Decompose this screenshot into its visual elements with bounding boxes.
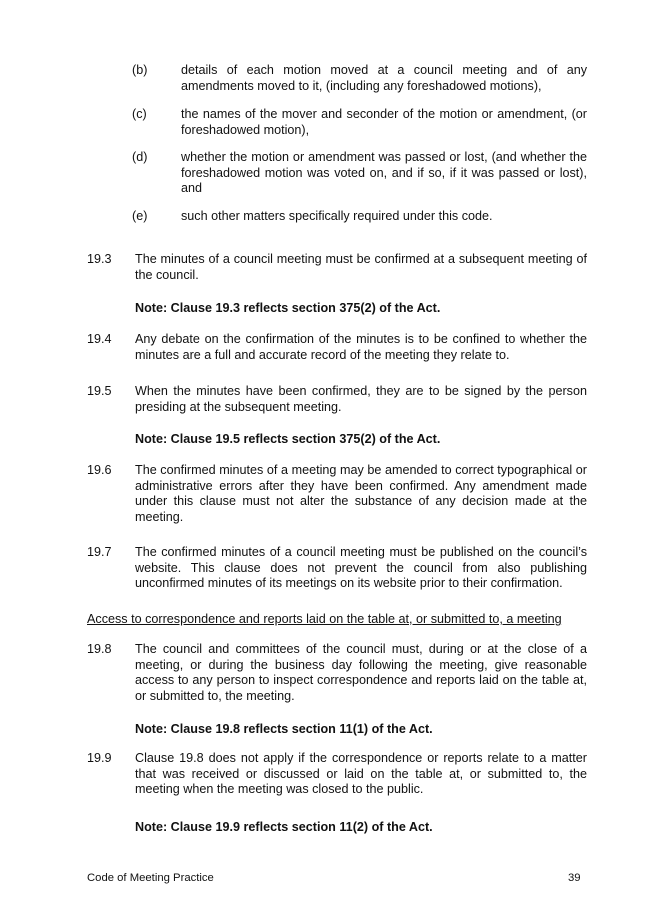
- note-19-8: Note: Clause 19.8 reflects section 11(1) of the Act.: [135, 722, 433, 736]
- section-heading: Access to correspondence and reports laid on the table at, or submitted to, a meeting: [87, 612, 562, 626]
- list-item-text: details of each motion moved at a council meeting and of any amendments moved to it, (including any foreshadowed motions),: [181, 63, 587, 93]
- clause-text: Any debate on the confirmation of the minutes is to be confined to whether the minutes are a full and accurate record of the meeting they relate to.: [135, 332, 587, 362]
- list-item-label: (b): [132, 63, 148, 77]
- note-19-5: Note: Clause 19.5 reflects section 375(2) of the Act.: [135, 432, 441, 446]
- clause-number: 19.4: [87, 332, 112, 346]
- note-19-9: Note: Clause 19.9 reflects section 11(2) of the Act.: [135, 820, 433, 834]
- list-item-text: the names of the mover and seconder of the motion or amendment, (or foreshadowed motion),: [181, 107, 587, 137]
- page-number: 39: [568, 872, 581, 884]
- clause-text: When the minutes have been confirmed, they are to be signed by the person presiding at the subsequent meeting.: [135, 384, 587, 414]
- clause-text: The confirmed minutes of a council meeting must be published on the council’s website. This clause does not prevent the council from also publishing unconfirmed minutes of its meetings on its website prior to their confirmation.: [135, 545, 587, 590]
- clause-text: The minutes of a council meeting must be confirmed at a subsequent meeting of the council.: [135, 252, 587, 282]
- clause-number: 19.8: [87, 642, 112, 656]
- list-item-text: such other matters specifically required under this code.: [181, 209, 493, 223]
- list-item-label: (c): [132, 107, 147, 121]
- footer-title: Code of Meeting Practice: [87, 872, 214, 884]
- clause-number: 19.9: [87, 751, 112, 765]
- list-item-label: (e): [132, 209, 148, 223]
- note-19-3: Note: Clause 19.3 reflects section 375(2) of the Act.: [135, 301, 441, 315]
- clause-text: The council and committees of the council must, during or at the close of a meeting, or during the business day following the meeting, give reasonable access to any person to inspect correspondence and reports laid on the table at, or submitted to, the meeting.: [135, 642, 587, 703]
- clause-text: The confirmed minutes of a meeting may be amended to correct typographical or administrative errors after they have been confirmed. Any amendment made under this clause must not alter the substance of any decision made at the meeting.: [135, 463, 587, 524]
- list-item-text: whether the motion or amendment was passed or lost, (and whether the foreshadowed motion was voted on, and if so, if it was passed or lost), and: [181, 150, 587, 195]
- clause-text: Clause 19.8 does not apply if the correspondence or reports relate to a matter that was received or discussed or laid on the table at, or submitted to, the meeting when the meeting was closed to the public.: [135, 751, 587, 796]
- clause-number: 19.3: [87, 252, 112, 266]
- clause-number: 19.7: [87, 545, 112, 559]
- clause-number: 19.5: [87, 384, 112, 398]
- clause-number: 19.6: [87, 463, 112, 477]
- list-item-label: (d): [132, 150, 148, 164]
